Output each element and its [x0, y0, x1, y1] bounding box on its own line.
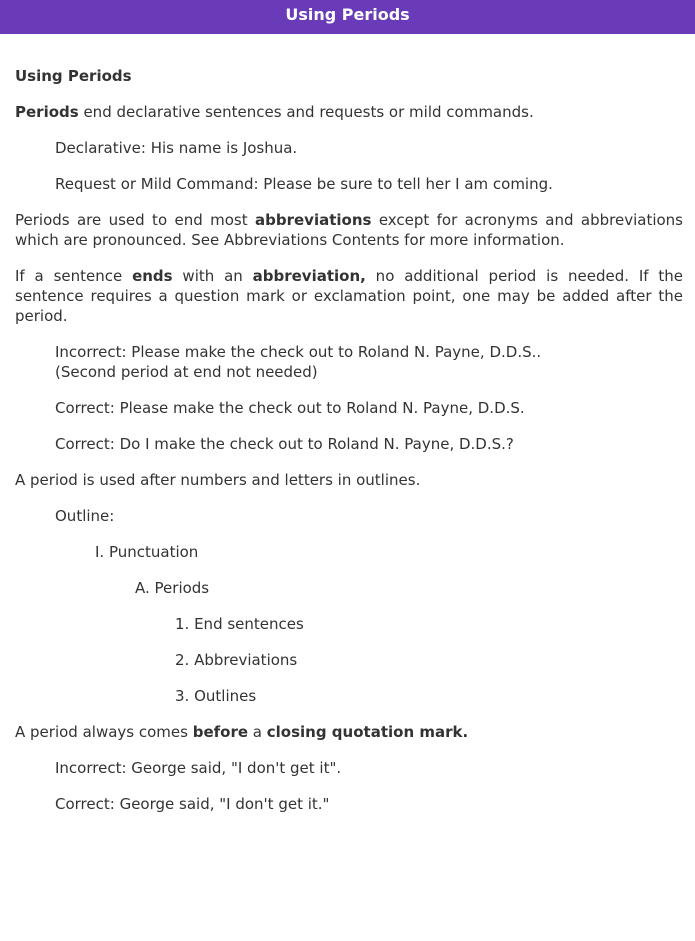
example-text: : His name is Joshua. — [140, 139, 298, 157]
example-note: (Second period at end not needed) — [55, 363, 318, 381]
example-label: Declarative — [55, 139, 141, 157]
outline-item: 1. End sentences — [175, 615, 304, 633]
example-request — [55, 174, 683, 194]
outline-label-text: Outline — [55, 507, 110, 525]
para-text: except for acronyms and abbreviations which are pronounced. See Abbreviations Contents for more information. — [15, 211, 683, 249]
outline-level-2: A. Periods — [135, 579, 210, 597]
example-declarative — [55, 138, 683, 158]
intro-bold: Periods — [15, 103, 79, 121]
quotation-paragraph — [15, 722, 683, 742]
example-label: Incorrect — [55, 343, 122, 361]
para-bold: closing quotation mark. — [266, 723, 469, 741]
outline-label — [55, 506, 683, 526]
outline-item: 3. Outlines — [175, 687, 257, 705]
example-label: Incorrect — [55, 759, 122, 777]
example-text: : George said, "I don't get it". — [121, 759, 342, 777]
para-text: A period always comes — [15, 723, 193, 741]
para-text: no additional period is needed. If the sentence requires a question mark or exclamation point, one may be added after the period. — [15, 267, 683, 325]
app-title: Using Periods — [285, 5, 410, 24]
example-text: : Please make the check out to Roland N. Payne, D.D.S.. — [121, 343, 542, 361]
outline-label-colon: : — [109, 507, 115, 525]
example-correct-question — [55, 434, 683, 454]
para-text: a — [248, 723, 267, 741]
article-content — [15, 66, 683, 830]
example-correct-abbreviation — [55, 398, 683, 418]
example-text: : Please be sure to tell her I am coming. — [253, 175, 553, 193]
abbreviations-paragraph — [15, 210, 683, 250]
example-label: Request or Mild Command — [55, 175, 254, 193]
ending-abbreviation-paragraph — [15, 266, 683, 326]
example-text: : Please make the check out to Roland N. Payne, D.D.S. — [109, 399, 525, 417]
outline-level-1: I. Punctuation — [95, 543, 199, 561]
para-bold: abbreviation, — [252, 267, 366, 285]
intro-text: end declarative sentences and requests or mild commands. — [78, 103, 534, 121]
para-text: Periods are used to end most — [15, 211, 255, 229]
title-bar — [0, 0, 695, 34]
intro-paragraph — [15, 102, 683, 122]
page-heading: Using Periods — [15, 67, 132, 85]
example-quote-incorrect — [55, 758, 683, 778]
example-incorrect-abbreviation — [55, 342, 683, 382]
example-label: Correct — [55, 399, 110, 417]
para-bold: ends — [132, 267, 173, 285]
example-text: : Do I make the check out to Roland N. Payne, D.D.S.? — [109, 435, 514, 453]
example-quote-correct — [55, 794, 683, 814]
example-label: Correct — [55, 435, 110, 453]
outline-paragraph: A period is used after numbers and letters in outlines. — [15, 471, 421, 489]
example-label: Correct — [55, 795, 110, 813]
para-text: If a sentence — [15, 267, 133, 285]
para-text: with an — [172, 267, 253, 285]
para-bold: before — [192, 723, 249, 741]
example-text: : George said, "I don't get it." — [109, 795, 330, 813]
outline-item: 2. Abbreviations — [175, 651, 298, 669]
para-bold: abbreviations — [255, 211, 372, 229]
